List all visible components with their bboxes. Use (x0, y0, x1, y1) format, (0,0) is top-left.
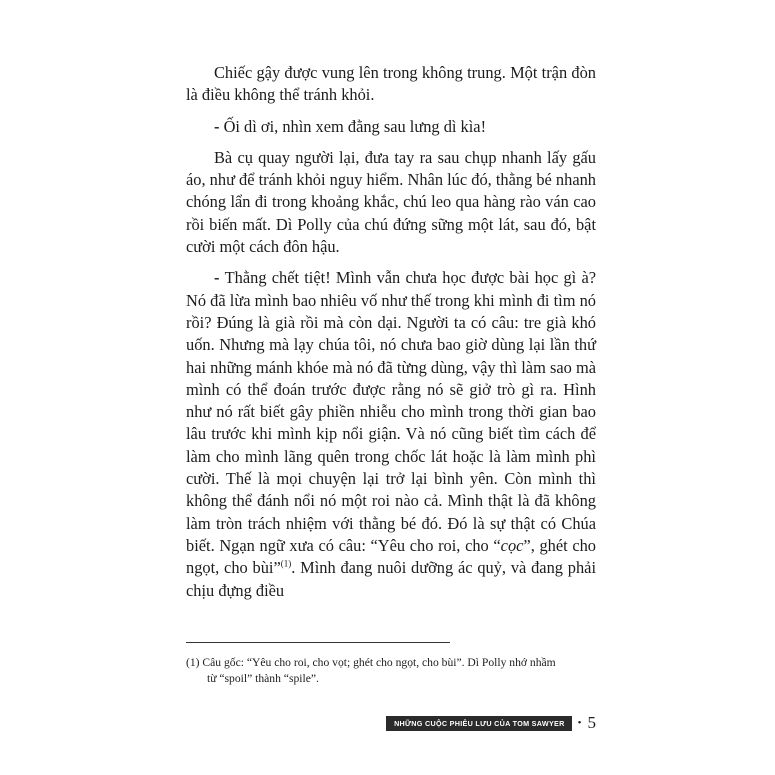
paragraph-3 (186, 147, 596, 258)
dialogue-dash: - (214, 268, 225, 288)
footnote-text: Câu gốc: “Yêu cho roi, cho vọt; ghét cho ngọt, cho bùi”. Dì Polly nhớ nhầm (199, 656, 556, 669)
dialogue-dash: - (214, 116, 224, 136)
paragraph-4-text: Thằng chết tiệt! Mình vẫn chưa học được bài học gì à? Nó đã lừa mình bao nhiêu vố như thế trong khi mình đi tìm nó rồi? Đúng là già rồi mà còn dại. Người ta có câu: tre già khó uốn. Nhưng mà lạy chúa tôi, nó chưa bao giờ dùng lại lần thứ hai những mánh khóe mà nó đã từng dùng, vậy thì làm sao mà mình có thể đoán trước được rằng nó sẽ giở trò gì ra. Hình như nó rất biết gây phiền nhiễu cho mình trong thời gian bao lâu trước khi mình kịp nổi giận. Và nó cũng biết tìm cách để làm cho mình lãng quên trong chốc lát hoặc là làm mình phì cười. Thế là mọi chuyện lại trở lại bình yên. Còn mình thì không thể đánh nổi nó một roi nào cả. Mình thật là đã không làm tròn trách nhiệm với thằng bé đó. Đó là sự thật có Chúa biết. Ngạn ngữ xưa có câu: “Yêu cho roi, cho “ (186, 268, 596, 555)
paragraph-4-text-end: . Mình đang nuôi dưỡng ác quỷ, và đang phải chịu đựng điều (186, 558, 596, 600)
body-text (186, 62, 596, 602)
paragraph-1 (186, 62, 596, 107)
paragraph-2-text: Ối dì ơi, nhìn xem đằng sau lưng dì kìa! (223, 116, 487, 136)
bullet-icon: • (577, 717, 582, 729)
footnote (186, 655, 596, 687)
book-title-banner: NHỮNG CUỘC PHIÊU LƯU CỦA TOM SAWYER (386, 716, 572, 731)
footnote-reference: (1) (280, 558, 292, 569)
footnote-rule (186, 642, 450, 643)
paragraph-4-text-cont: ”, ghét cho ngọt, cho bùi” (186, 535, 596, 578)
paragraph-4 (186, 267, 596, 601)
page-number: 5 (587, 713, 596, 732)
running-footer (371, 714, 596, 732)
footnote-text-cont: từ “spoil” thành “spile”. (207, 672, 319, 685)
italic-word: cọc (500, 535, 524, 555)
footnote-marker: (1) (186, 656, 200, 669)
paragraph-2 (186, 116, 596, 138)
paragraph-3-text: Bà cụ quay người lại, đưa tay ra sau chụp nhanh lấy gấu áo, như để tránh khỏi nguy hiểm. Nhân lúc đó, thằng bé nhanh chóng lẩn đi trong khoảng khắc, chú leo qua hàng rào ván cao rồi biến mất. Dì Polly của chú đứng sững một lát, sau đó, bật cười một cách đôn hậu. (186, 147, 596, 257)
paragraph-1-text: Chiếc gậy được vung lên trong không trung. Một trận đòn là điều không thể tránh khỏi. (186, 63, 596, 105)
